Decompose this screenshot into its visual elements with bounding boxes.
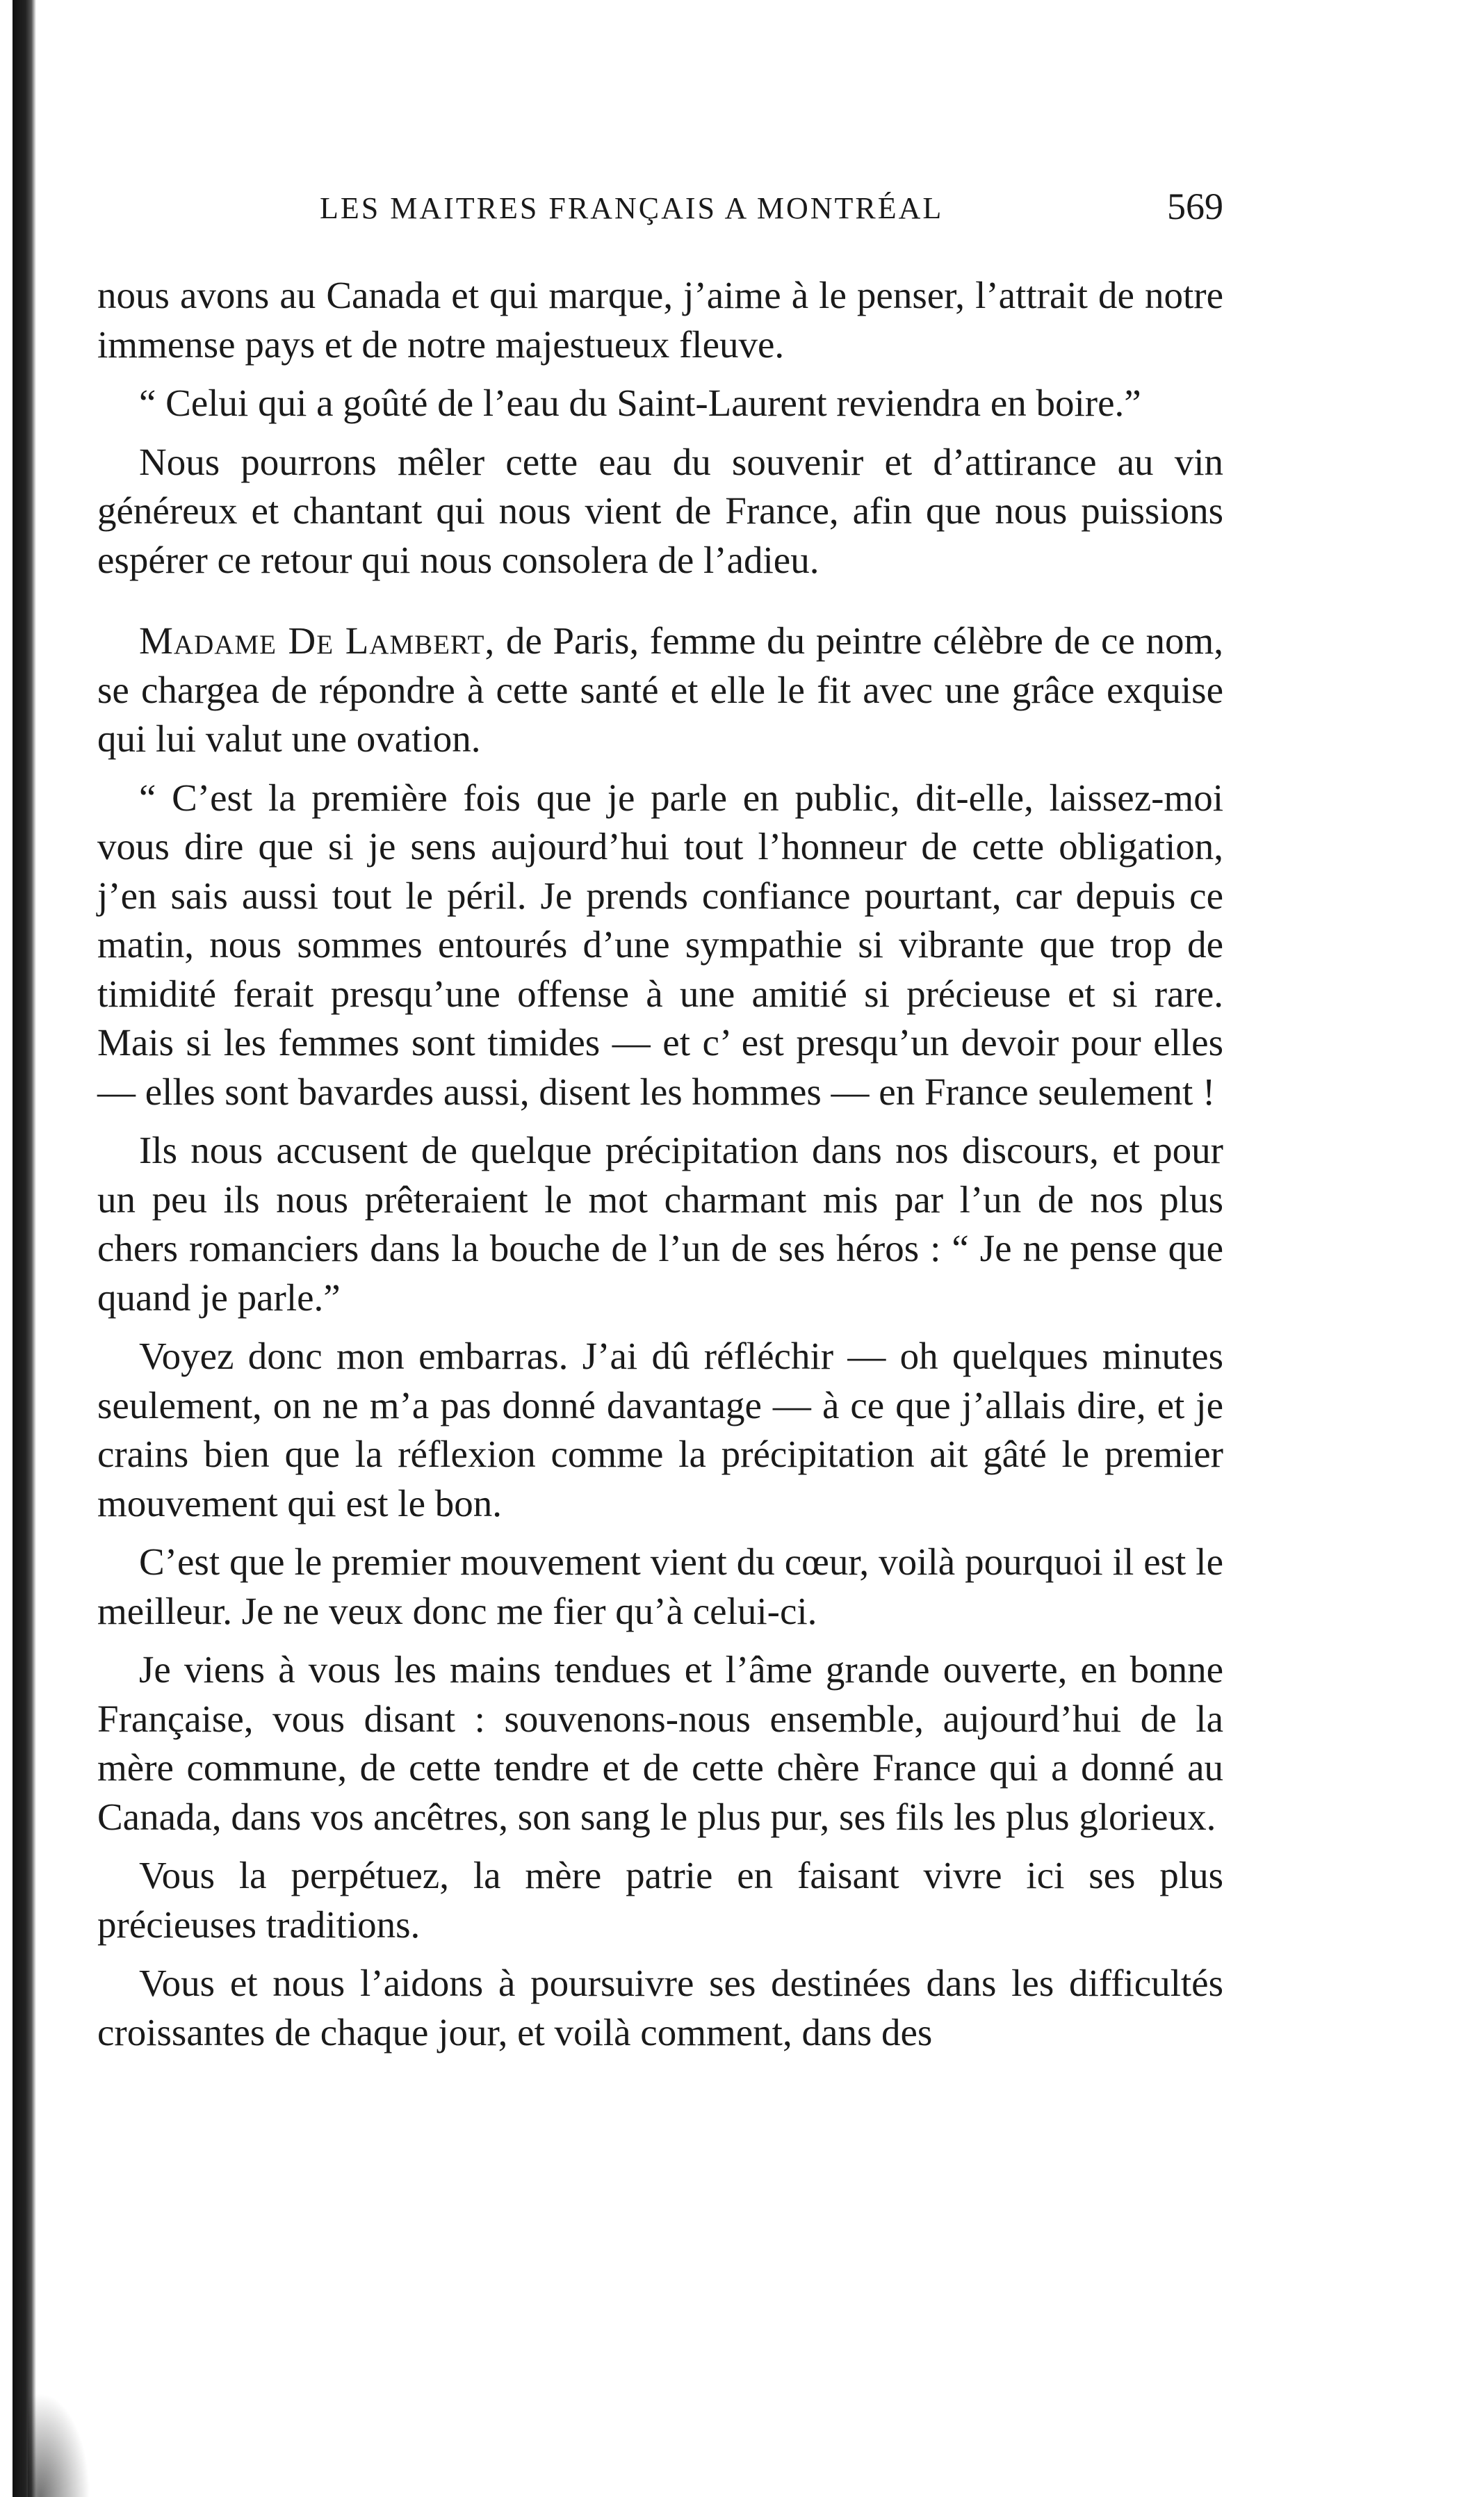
paragraph: Vous et nous l’aidons à poursuivre ses destinées dans les difficultés croissantes de chaque jour, et voilà comment, dans des: [97, 1962, 1223, 2053]
paragraph: “ Celui qui a goûté de l’eau du Saint-Laurent reviendra en boire.”: [139, 382, 1141, 424]
paragraph: “ C’est la première fois que je parle en public, dit-elle, laissez-moi vous dire que si je sens aujourd’hui tout l’honneur de cette obligation, j’en sais aussi tout le péril. Je prends confiance pourtant, car depuis ce matin, nous sommes entourés d’une sympathie si vibrante que trop de timidité ferait presqu’une offense à une amitié si précieuse et si rare. Mais si les femmes sont timides — et c’ est presqu’un devoir pour elles — elles sont bavardes aussi, disent les hommes — en France seulement !: [97, 776, 1223, 1113]
page-body: [97, 271, 1223, 2057]
speaker-name: Madame De Lambert,: [139, 619, 496, 662]
paragraph: Voyez donc mon embarras. J’ai dû réfléchir — oh quelques minutes seulement, on ne m’a pas donné davantage — à ce que j’allais dire, et je crains bien que la réflexion comme la précipitation ait gâté le premier mouvement qui est le bon.: [97, 1335, 1223, 1524]
paragraph: Ils nous accusent de quelque précipitation dans nos discours, et pour un peu ils nous prêteraient le mot charmant mis par l’un de nos plus chers romanciers dans la bouche de l’un de ses héros : “ Je ne pense que quand je parle.”: [97, 1129, 1223, 1319]
binding-shadow: [28, 2393, 90, 2497]
paragraph-text: de Paris, femme du peintre célèbre de ce nom, se chargea de répondre à cette santé et elle le fit avec une grâce exquise qui lui valut une ovation.: [97, 619, 1223, 760]
paragraph: Vous la perpétuez, la mère patrie en faisant vivre ici ses plus précieuses traditions.: [97, 1854, 1223, 1946]
book-page: [97, 181, 1223, 2067]
book-binding-edge: [13, 0, 36, 2497]
page-number: 569: [1167, 186, 1223, 227]
paragraph: Je viens à vous les mains tendues et l’âme grande ouverte, en bonne Française, vous disant : souvenons-nous ensemble, aujourd’hui de la mère commune, de cette tendre et de cette chère France qui a donné au Canada, dans vos ancêtres, son sang le plus pur, ses fils les plus glorieux.: [97, 1648, 1223, 1838]
running-header: [97, 181, 1223, 243]
paragraph-speaker-intro: [97, 617, 1223, 764]
paragraph: C’est que le premier mouvement vient du cœur, voilà pourquoi il est le meilleur. Je ne veux donc me fier qu’à celui-ci.: [97, 1540, 1223, 1632]
running-header-title: LES MAITRES FRANÇAIS A MONTRÉAL: [320, 191, 944, 225]
paragraph: Nous pourrons mêler cette eau du souvenir et d’attirance au vin généreux et chantant qui nous vient de France, afin que nous puissions espérer ce retour qui nous consolera de l’adieu.: [97, 440, 1223, 581]
paragraph: nous avons au Canada et qui marque, j’aime à le penser, l’attrait de notre immense pays et de notre majestueux fleuve.: [97, 274, 1223, 366]
